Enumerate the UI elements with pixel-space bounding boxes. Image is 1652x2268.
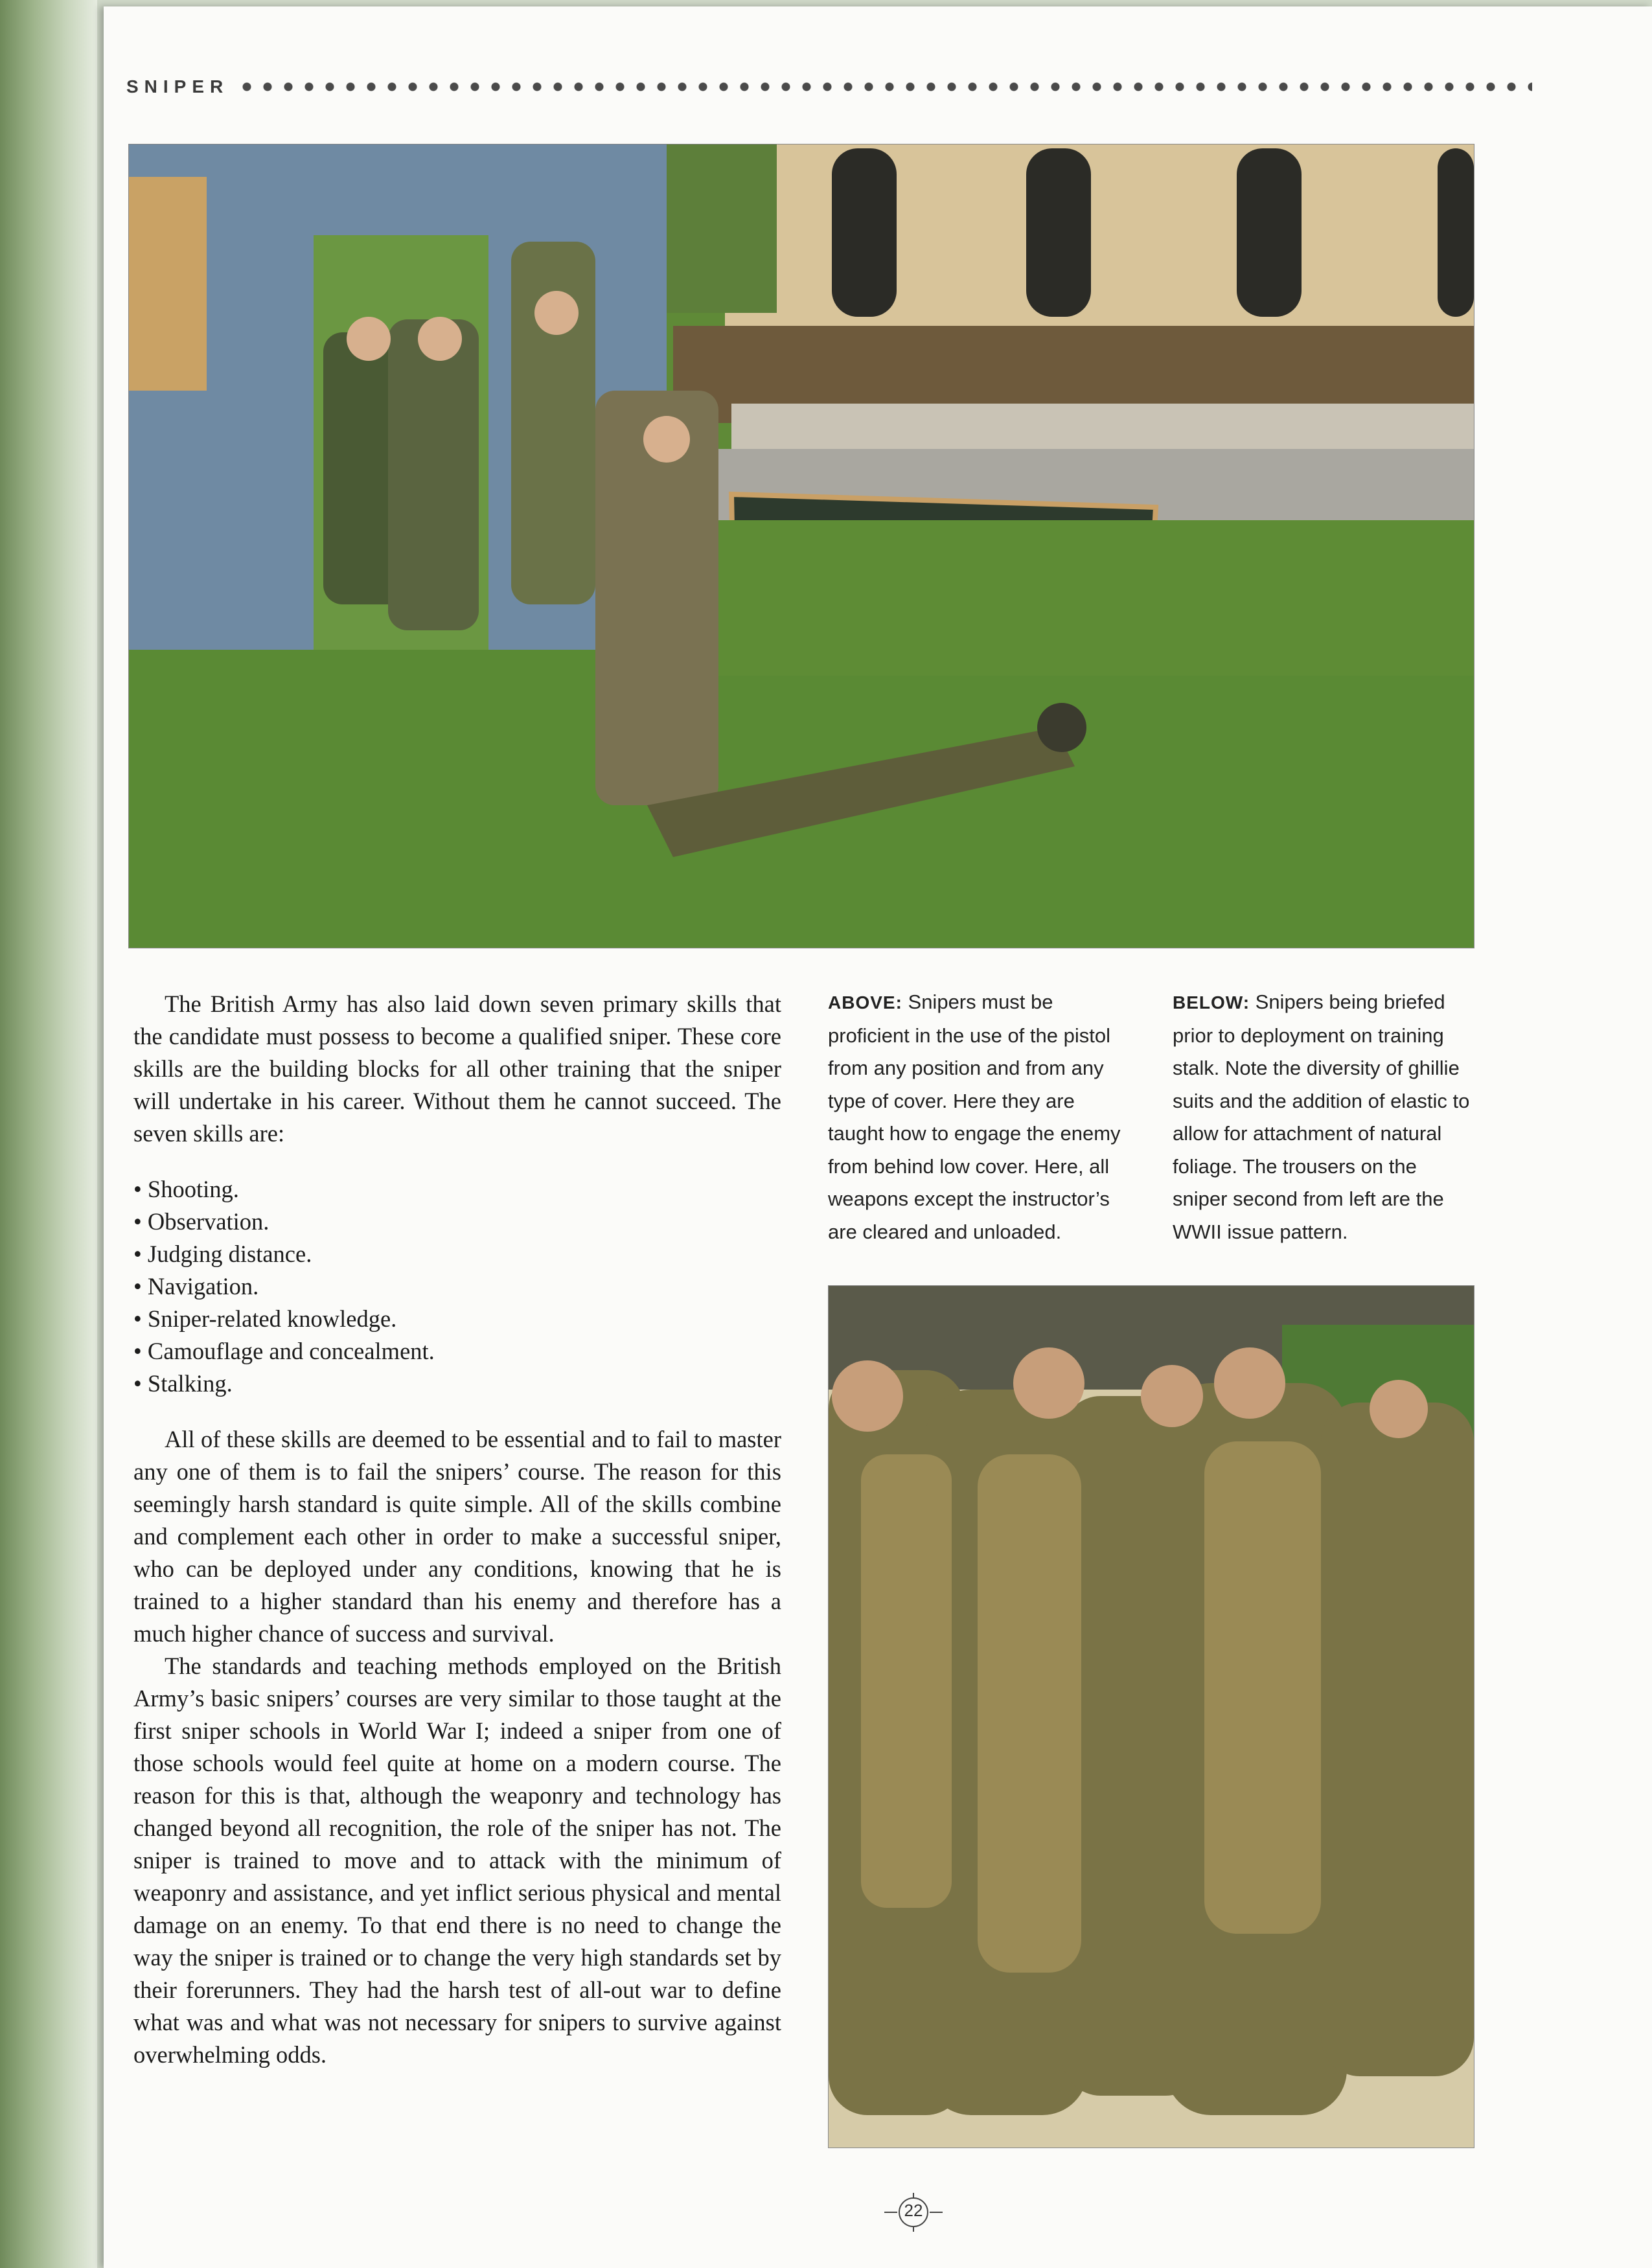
list-item: • Sniper-related knowledge. xyxy=(133,1305,397,1332)
paragraph-standards: The standards and teaching methods employed on the British Army’s basic snipers’ courses are very similar to those taught at the first sniper schools in World War I; indeed a sniper from one of those schools would feel quite at home on a modern course. The reason for this is that, although the weaponry and technology has changed beyond all recognition, the role of the sniper has not. The sniper is trained to move and to attack with the minimum of weaponry and assistance, and yet inflict serious physical and mental damage on an enemy. To that end there is no need to change the way the sniper is trained or to change the very high standards set by their forerunners. They had the harsh test of all-out war to define what was and what was not necessary for snipers to survive against overwhelming odds. xyxy=(133,1653,781,2068)
book-spine xyxy=(0,0,97,2268)
page-number-marker xyxy=(884,2193,943,2232)
pistol-training-photo xyxy=(129,144,1474,948)
paragraph-intro: The British Army has also laid down seven primary skills that the candidate must possess to become a qualified sniper. These core skills are the building blocks for all other training that the sniper will undertake in his career. Without them he cannot succeed. The seven skills are: xyxy=(133,991,781,1147)
photo-ghillie-briefing xyxy=(828,1285,1474,2148)
caption-below xyxy=(1173,986,1474,1248)
caption-above xyxy=(828,986,1129,1248)
caption-below-lead: BELOW: xyxy=(1173,992,1250,1013)
photo-pistol-training xyxy=(128,144,1474,948)
article-body xyxy=(133,988,781,2071)
skills-list xyxy=(133,1173,781,1400)
caption-below-text: Snipers being briefed prior to deployment on training stalk. Note the diversity of ghillie suits and the addition of elastic to allow for attachment of natural foliage. The trousers on the sniper second from left are the WWII issue pattern. xyxy=(1173,991,1470,1243)
list-item: • Navigation. xyxy=(133,1273,259,1300)
running-head xyxy=(126,74,1532,100)
list-item: • Camouflage and concealment. xyxy=(133,1338,435,1364)
paragraph-essential-skills: All of these skills are deemed to be essential and to fail to master any one of them is to fail the snipers’ course. The reason for this seemingly harsh standard is quite simple. All of the skills combine and complement each other in order to make a successful sniper, who can be deployed under any conditions, knowing that he is trained to a higher standard than his enemy and therefore has a much higher chance of success and survival. xyxy=(133,1426,781,1647)
ghillie-briefing-photo xyxy=(829,1286,1474,2148)
caption-above-text: Snipers must be proficient in the use of the pistol from any position and from any type of cover. Here they are taught how to engage the enemy from behind low cover. Here, all weapons except the instructor’s are cleared and unloaded. xyxy=(828,991,1121,1243)
list-item: • Shooting. xyxy=(133,1176,239,1202)
list-item: • Judging distance. xyxy=(133,1241,312,1267)
page-number: 22 xyxy=(904,2201,923,2220)
list-item: • Stalking. xyxy=(133,1370,233,1397)
running-head-dots xyxy=(236,82,1532,92)
list-item: • Observation. xyxy=(133,1208,270,1235)
running-head-label: SNIPER xyxy=(126,76,229,97)
caption-above-lead: ABOVE: xyxy=(828,992,902,1013)
